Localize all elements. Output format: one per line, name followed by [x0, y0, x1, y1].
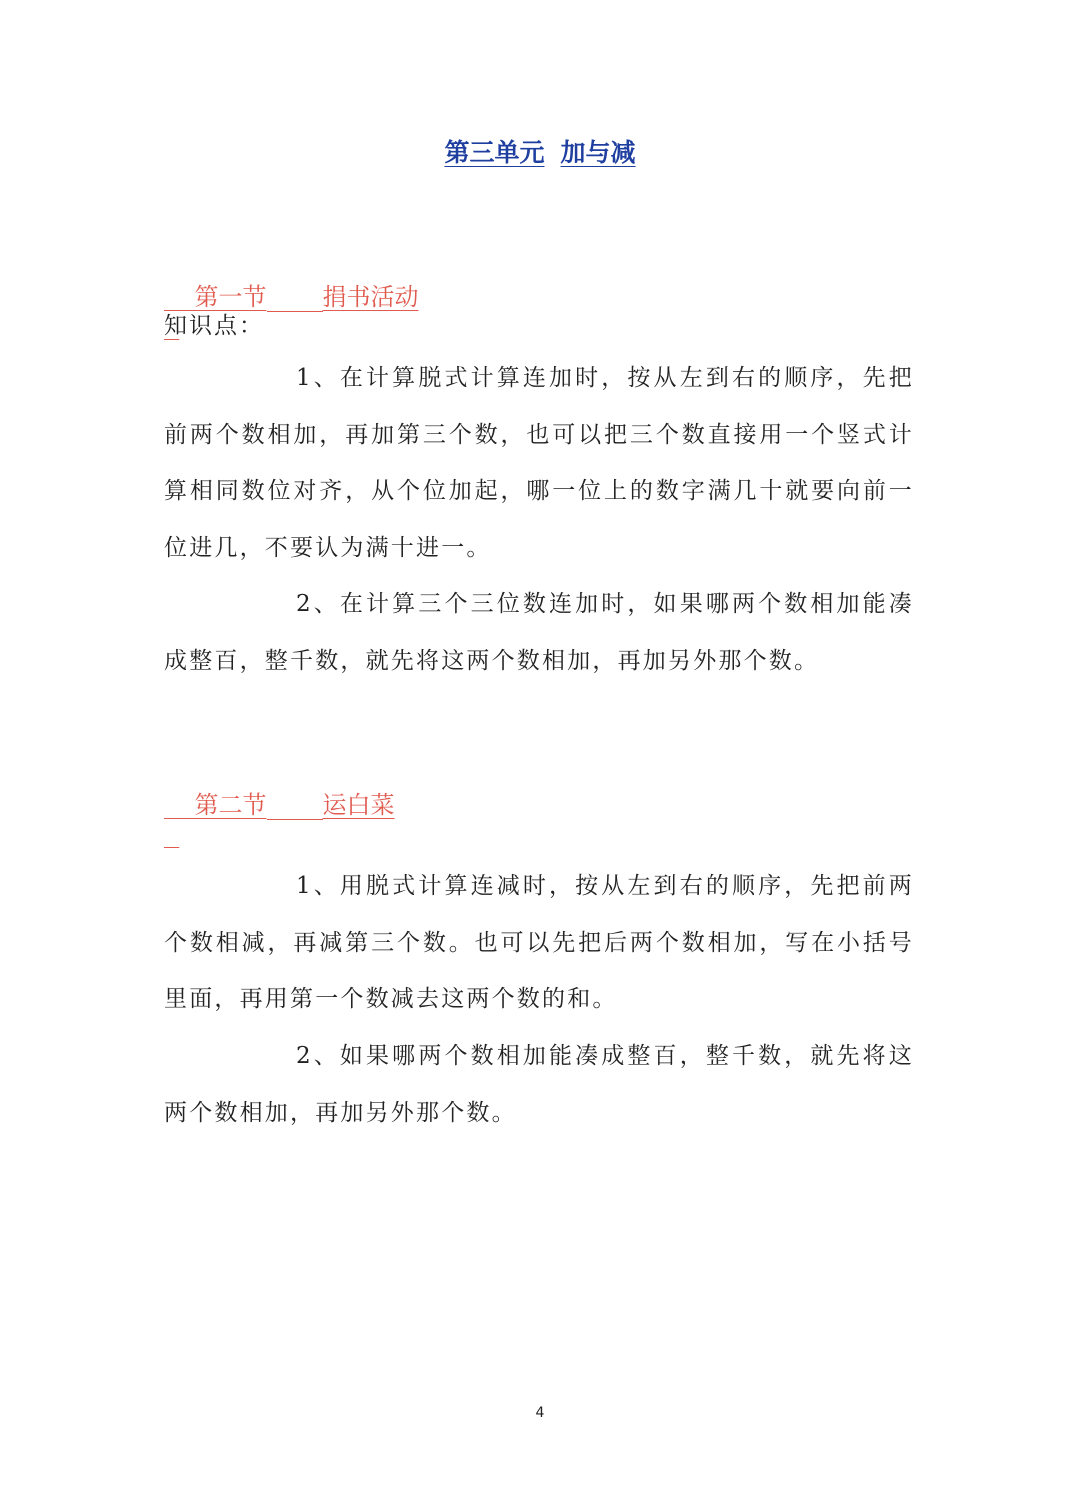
- unit-title-number: 第三单元: [444, 138, 545, 167]
- unit-title-name: 加与减: [560, 138, 636, 167]
- unit-title: [0, 133, 1080, 169]
- section-2-name: 运白菜: [322, 791, 395, 819]
- section-1-point-1: 1、在计算脱式计算连加时，按从左到右的顺序，先把前两个数相加，再加第三个数，也可以把三个数直接用一个竖式计算相同数位对齐，从个位加起，哪一位上的数字满几十就要向前一位进几，不要认为满十进一。: [164, 365, 914, 561]
- section-2-point-2: 2、如果哪两个数相加能凑成整百，整千数，就先将这两个数相加，再加另外那个数。: [164, 1043, 914, 1126]
- section-2-number: 第二节: [194, 791, 267, 819]
- knowledge-points-label: 知识点：: [164, 313, 264, 339]
- section-2-point-1: 1、用脱式计算连减时，按从左到右的顺序，先把前两个数相减，再减第三个数。也可以先把后两个数相加，写在小括号里面，再用第一个数减去这两个数的和。: [164, 873, 914, 1012]
- section-1-number: 第一节: [194, 283, 267, 311]
- section-2-title: [164, 757, 395, 848]
- section-1-name: 捐书活动: [322, 283, 419, 311]
- page-number: 4: [535, 1405, 545, 1421]
- section-1-point-2: 2、在计算三个三位数连加时，如果哪两个数相加能凑成整百，整千数，就先将这两个数相加，再加另外那个数。: [164, 591, 914, 674]
